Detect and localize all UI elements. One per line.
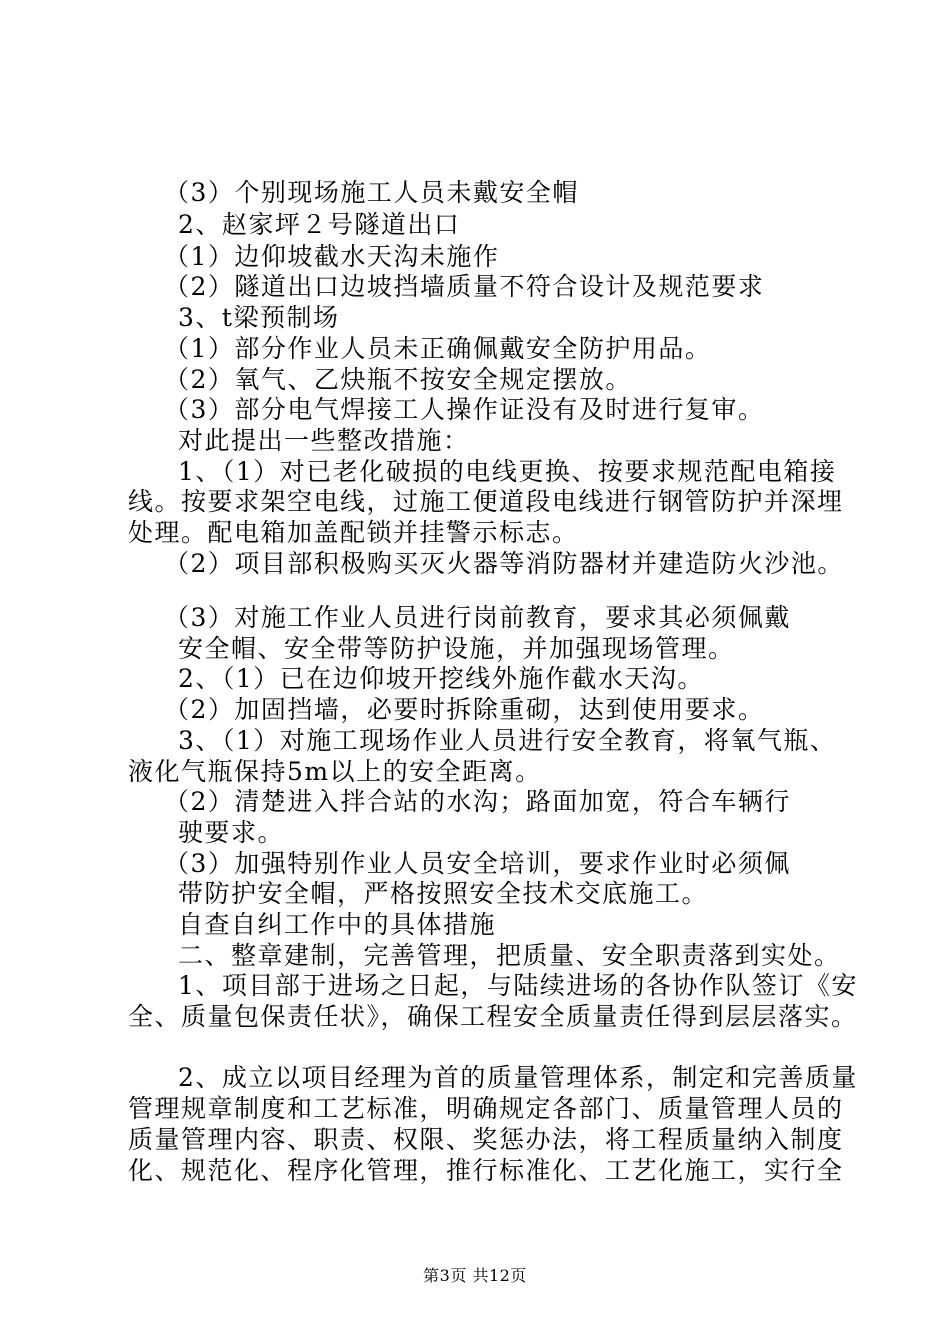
text-line: 管理规章制度和工艺标准，明确规定各部门、质量管理人员的 — [128, 1094, 844, 1123]
text-line: 化、规范化、程序化管理，推行标准化、工艺化施工，实行全 — [128, 1156, 844, 1185]
text-line: 3、（1）对施工现场作业人员进行安全教育，将氧气瓶、 — [178, 726, 837, 755]
text-line: 安全帽、安全带等防护设施，并加强现场管理。 — [178, 634, 735, 663]
text-line: 1、（1）对已老化破损的电线更换、按要求规范配电箱接 — [178, 457, 837, 486]
text-line: 2、（1）已在边仰坡开挖线外施作截水天沟。 — [178, 664, 704, 693]
text-line: 1、项目部于进场之日起，与陆续进场的各协作队签订《安 — [178, 971, 858, 1000]
text-line: 自查自纠工作中的具体措施 — [178, 910, 497, 939]
text-line: 全、质量包保责任状》，确保工程安全质量责任得到层层落实。 — [128, 1002, 858, 1031]
text-line: （2）项目部积极购买灭火器等消防器材并建造防火沙池。 — [164, 549, 844, 578]
text-line: （2）氧气、乙炔瓶不按安全规定摆放。 — [164, 365, 632, 394]
text-line: 处理。配电箱加盖配锁并挂警示标志。 — [128, 518, 579, 547]
text-line: （3）部分电气焊接工人操作证没有及时进行复审。 — [164, 395, 765, 424]
text-line: 质量管理内容、职责、权限、奖惩办法，将工程质量纳入制度 — [128, 1125, 844, 1154]
text-line: 2、赵家坪２号隧道出口 — [178, 210, 461, 239]
text-line: 带防护安全帽，严格按照安全技术交底施工。 — [178, 879, 709, 908]
text-line: 二、整章建制，完善管理，把质量、安全职责落到实处。 — [178, 941, 841, 970]
text-line: 液化气瓶保持5m以上的安全距离。 — [128, 757, 542, 786]
text-line: 驶要求。 — [178, 818, 285, 847]
text-line: （3）加强特别作业人员安全培训，要求作业时必须佩 — [164, 849, 791, 878]
text-line: （2）隧道出口边坡挡墙质量不符合设计及规范要求 — [164, 272, 765, 301]
text-line: （3）个别现场施工人员未戴安全帽 — [164, 178, 579, 207]
text-line: （2）清楚进入拌合站的水沟；路面加宽，符合车辆行 — [164, 787, 791, 816]
text-line: 2、成立以项目经理为首的质量管理体系，制定和完善质量 — [178, 1063, 858, 1092]
text-line: （2）加固挡墙，必要时拆除重砌，达到使用要求。 — [164, 695, 765, 724]
text-line: （1）边仰坡截水天沟未施作 — [164, 242, 500, 271]
text-line: 对此提出一些整改措施： — [178, 426, 470, 455]
text-line: （3）对施工作业人员进行岗前教育，要求其必须佩戴 — [164, 603, 791, 632]
page-number-footer: 第3页 共12页 — [423, 1266, 527, 1285]
text-line: （1）部分作业人员未正确佩戴安全防护用品。 — [164, 334, 712, 363]
text-line: 线。按要求架空电线，过施工便道段电线进行钢管防护并深埋 — [128, 487, 844, 516]
text-line: 3、t梁预制场 — [178, 303, 340, 332]
